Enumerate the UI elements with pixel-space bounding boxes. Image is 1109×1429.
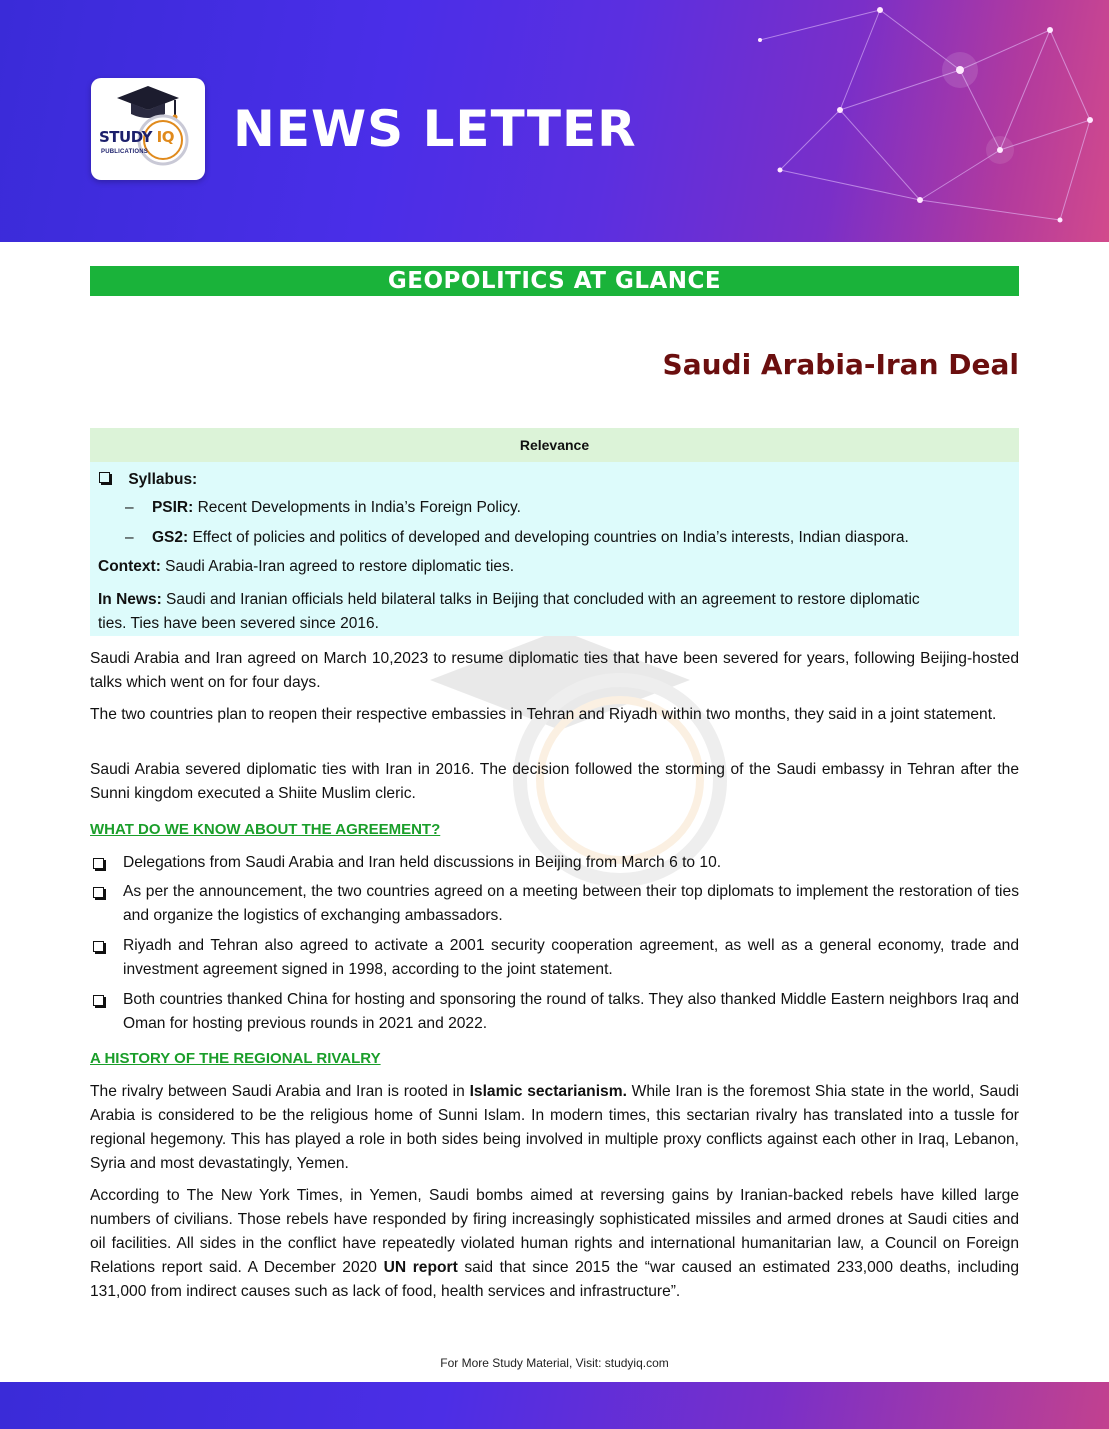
intro-paragraph: The two countries plan to reopen their respective embassies in Tehran and Riyadh within two months, they said in a joint statement. <box>90 706 997 723</box>
list-item-text: Both countries thanked China for hosting and sponsoring the round of talks. They also thanked Middle Eastern neighbors Iraq and Oman for hosting previous rounds in 2021 and 2022. <box>123 991 1019 1032</box>
section-title: GEOPOLITICS AT GLANCE <box>90 266 1019 296</box>
syllabus-line <box>99 470 197 490</box>
checkbox-bullet-icon <box>93 858 104 869</box>
in-news-line-2 <box>98 614 379 634</box>
context-label: Context: <box>98 558 161 575</box>
relevance-box <box>90 462 1019 636</box>
checkbox-bullet-icon <box>93 995 104 1006</box>
history-text: said that since 2015 the “war caused an estimated 233,000 deaths, including 131,000 from indirect causes such as lack of food, health services and infrastructure”. <box>90 1259 1019 1300</box>
in-news-text-continued: ties. Ties have been severed since 2016. <box>98 615 379 632</box>
logo-wordmark <box>99 128 174 146</box>
history-paragraph <box>90 1184 1019 1304</box>
checkbox-bullet-icon <box>93 941 104 952</box>
syllabus-item-text: Effect of policies and politics of developed and developing countries on India’s interests, Indian diaspora. <box>192 529 909 546</box>
history-text: According to The New York Times, in Yemen, Saudi bombs aimed at reversing gains by Iranian-backed rebels have killed large numbers of civilians. Those rebels have responded by firing increasingly sophisticated missiles and armed drones at Saudi cities and oil facilities. All sides in the conflict have repeatedly violated human rights and international humanitarian law, a Council on Foreign Relations report said. A December 2020 <box>90 1187 1019 1276</box>
in-news-line <box>98 590 1013 610</box>
header-banner <box>0 0 1109 242</box>
intro-paragraph: Saudi Arabia and Iran agreed on March 10,2023 to resume diplomatic ties that have been severed for years, following Beijing-hosted talks which went on for four days. <box>90 650 1019 691</box>
in-news-text: Saudi and Iranian officials held bilateral talks in Beijing that concluded with an agreement to restore diplomatic <box>166 591 920 608</box>
logo-subtitle: PUBLICATIONS <box>101 149 148 155</box>
history-text: The rivalry between Saudi Arabia and Iran is rooted in <box>90 1083 470 1100</box>
dash-bullet-icon: – <box>125 499 134 516</box>
list-item-text: Delegations from Saudi Arabia and Iran held discussions in Beijing from March 6 to 10. <box>123 854 722 871</box>
article-title: Saudi Arabia-Iran Deal <box>662 348 1019 381</box>
footer-text: For More Study Material, Visit: studyiq.com <box>440 1356 669 1370</box>
logo-iq-text: IQ <box>156 128 175 146</box>
history-paragraph <box>90 1080 1019 1176</box>
relevance-heading: Relevance <box>90 428 1019 462</box>
logo-study-text: STUDY <box>99 128 152 146</box>
syllabus-item-text: Recent Developments in India’s Foreign Policy. <box>197 499 521 516</box>
syllabus-item <box>125 528 909 548</box>
list-item-text: Riyadh and Tehran also agreed to activate a 2001 security cooperation agreement, as well as a general economy, trade and investment agreement signed in 1998, according to the joint statement. <box>123 937 1019 978</box>
footer-band <box>0 1382 1109 1429</box>
history-emphasis: UN report <box>383 1259 458 1276</box>
syllabus-item <box>125 498 521 518</box>
checkbox-bullet-icon <box>99 472 110 483</box>
checkbox-bullet-icon <box>93 887 104 898</box>
dash-bullet-icon: – <box>125 529 134 546</box>
list-item-text: As per the announcement, the two countries agreed on a meeting between their top diplomats to implement the restoration of ties and organize the logistics of exchanging ambassadors. <box>123 883 1019 924</box>
context-line <box>98 557 514 577</box>
context-text: Saudi Arabia-Iran agreed to restore diplomatic ties. <box>165 558 515 575</box>
syllabus-label: Syllabus: <box>128 471 198 488</box>
history-text: While Iran is the foremost Shia state in the world, Saudi Arabia is considered to be the religious home of Sunni Islam. In modern times, this sectarian rivalry has translated into a tussle for regional hegemony. This has played a role in both sides being involved in multiple proxy conflicts against each other in Iraq, Lebanon, Syria and most devastatingly, Yemen. <box>90 1083 1019 1172</box>
newsletter-title: NEWS LETTER <box>233 100 637 158</box>
history-heading: A HISTORY OF THE REGIONAL RIVALRY <box>90 1050 381 1067</box>
in-news-label: In News: <box>98 591 162 608</box>
syllabus-item-label: PSIR: <box>151 499 194 516</box>
studyiq-logo <box>91 78 205 180</box>
agreement-heading: WHAT DO WE KNOW ABOUT THE AGREEMENT? <box>90 821 441 838</box>
syllabus-item-label: GS2: <box>151 529 189 546</box>
history-emphasis: Islamic sectarianism. <box>469 1083 627 1100</box>
intro-paragraph: Saudi Arabia severed diplomatic ties with Iran in 2016. The decision followed the storming of the Saudi embassy in Tehran after the Sunni kingdom executed a Shiite Muslim cleric. <box>90 761 1019 802</box>
